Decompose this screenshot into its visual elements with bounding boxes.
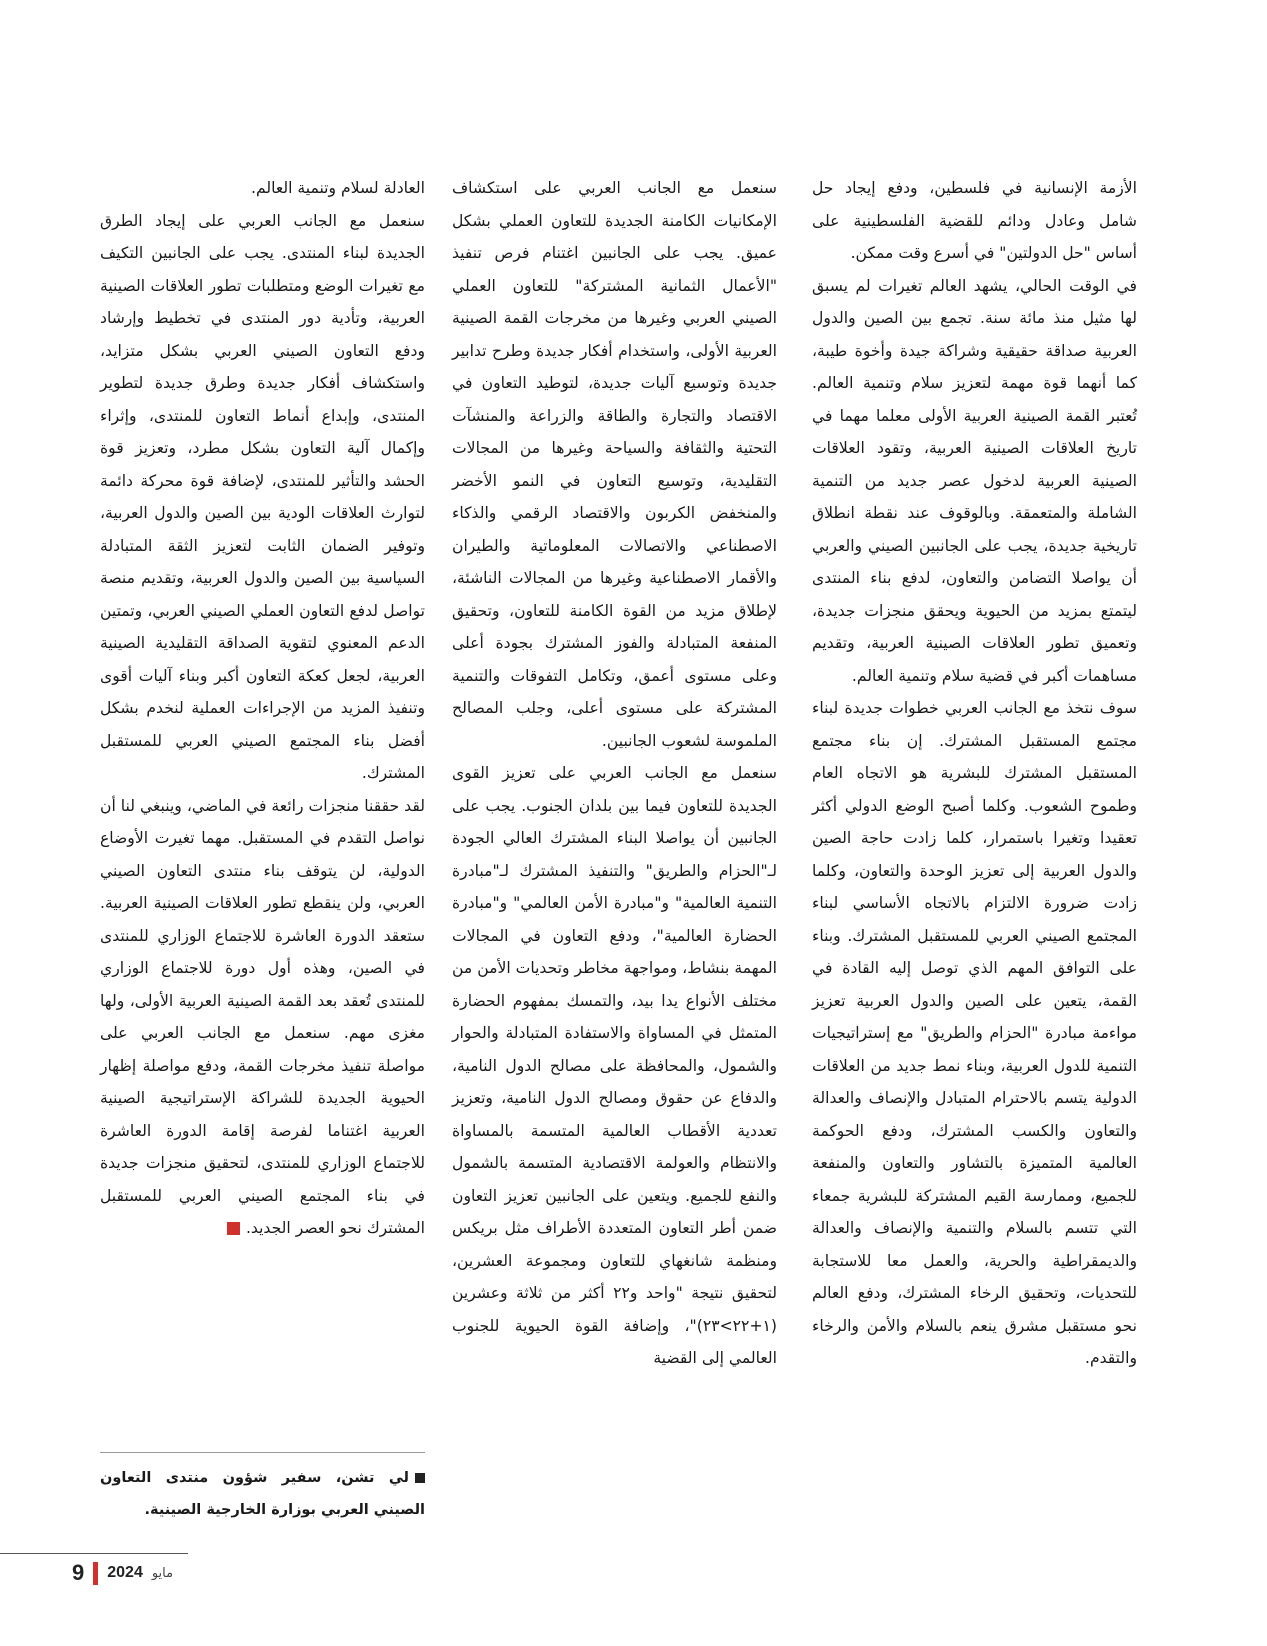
- article-column-middle: [452, 172, 777, 1375]
- bullet-square-icon: [415, 1473, 425, 1483]
- paragraph: الأزمة الإنسانية في فلسطين، ودفع إيجاد حل شامل وعادل ودائم للقضية الفلسطينية على أساس "حل الدولتين" في أسرع وقت ممكن.: [812, 179, 1137, 262]
- paragraph: في الوقت الحالي، يشهد العالم تغيرات لم يسبق لها مثيل منذ مائة سنة. تجمع بين الصين والدول العربية صداقة حقيقية وشراكة جيدة وأخوة طيبة، كما أنهما قوة مهمة لتعزيز سلام وتنمية العالم. تُعتبر القمة الصينية العربية الأولى معلما مهما في تاريخ العلاقات الصينية العربية، وتقود العلاقات الصينية العربية لدخول عصر جديد من التنمية الشاملة والمتعمقة. وبالوقوف عند نقطة انطلاق تاريخية جديدة، يجب على الجانبين الصيني والعربي أن يواصلا التضامن والتعاون، لدفع بناء المنتدى ليتمتع بمزيد من الحيوية ويحقق منجزات جديدة، وتعميق تطور العلاقات الصينية العربية، وتقديم مساهمات أكبر في قضية سلام وتنمية العالم.: [812, 276, 1137, 685]
- paragraph: سنعمل مع الجانب العربي على إيجاد الطرق الجديدة لبناء المنتدى. يجب على الجانبين التكيف مع تغيرات الوضع ومتطلبات تطور العلاقات الصينية العربية، وتأدية دور المنتدى في تخطيط وإرشاد ودفع التعاون الصيني العربي بشكل متزايد، واستكشاف أفكار جديدة وطرق جديدة لتطوير المنتدى، وإبداع أنماط التعاون للمنتدى، وإثراء وإكمال آلية التعاون بشكل مطرد، وتعزيز قوة الحشد والتأثير للمنتدى، لإضافة قوة محركة دائمة لتوارث العلاقات الودية بين الصين والدول العربية، وتوفير الضمان الثابت لتعزيز الثقة المتبادلة السياسية بين الصين والدول العربية، وتقديم منصة تواصل لدفع التعاون العملي الصيني العربي، وتمتين الدعم المعنوي لتقوية الصداقة التقليدية الصينية العربية، لجعل كعكة التعاون أكبر وبناء آليات أقوى وتنفيذ المزيد من الإجراءات العملية لنخدم بشكل أفضل بناء المجتمع الصيني العربي للمستقبل المشترك.: [100, 211, 425, 782]
- author-note-text: لي تشن، سفير شؤون منتدى التعاون الصيني العربي بوزارة الخارجية الصينية.: [100, 1470, 425, 1518]
- paragraph: سوف نتخذ مع الجانب العربي خطوات جديدة لبناء مجتمع المستقبل المشترك. إن بناء مجتمع المستقبل المشترك للبشرية هو الاتجاه العام وطموح الشعوب. وكلما أصبح الوضع الدولي أكثر تعقيدا وتغيرا باستمرار، كلما زادت حاجة الصين والدول العربية إلى تعزيز الوحدة والتعاون، وكلما زادت ضرورة الالتزام بالاتجاه الأساسي لبناء المجتمع الصيني العربي للمستقبل المشترك. وبناء على التوافق المهم الذي توصل إليه القادة في القمة، يتعين على الصين والدول العربية تعزيز مواءمة مبادرة "الحزام والطريق" مع إستراتيجيات التنمية للدول العربية، وبناء نمط جديد من العلاقات الدولية يتسم بالاحترام المتبادل والإنصاف والعدالة والتعاون والكسب المشترك، ودفع الحوكمة العالمية المتميزة بالتشاور والتعاون والمنفعة للجميع، وممارسة القيم المشتركة للبشرية جمعاء التي تتسم بالسلام والتنمية والإنصاف والعدالة والديمقراطية والحرية، والعمل معا للاستجابة للتحديات، وتحقيق الرخاء المشترك، ودفع العالم نحو مستقبل مشرق ينعم بالسلام والأمن والرخاء والتقدم.: [812, 699, 1137, 1367]
- issue-month: مايو: [151, 1565, 174, 1581]
- author-note: [100, 1462, 425, 1526]
- accent-bar: [93, 1562, 98, 1585]
- end-of-article-square-icon: [227, 1222, 240, 1235]
- paragraph: سنعمل مع الجانب العربي على استكشاف الإمكانيات الكامنة الجديدة للتعاون العملي بشكل عميق. يجب على الجانبين اغتنام فرص تنفيذ "الأعمال الثمانية المشتركة" للتعاون العملي الصيني العربي وغيرها من مخرجات القمة الصينية العربية الأولى، واستخدام أفكار جديدة وطرح تدابير جديدة وتوسيع آليات جديدة، لتوطيد التعاون في الاقتصاد والتجارة والطاقة والزراعة والمنشآت التحتية والثقافة والسياحة وغيرها من المجالات التقليدية، وتوسيع التعاون في النمو الأخضر والمنخفض الكربون والاقتصاد الرقمي والذكاء الاصطناعي والاتصالات المعلوماتية والطيران والأقمار الاصطناعية وغيرها من المجالات الناشئة، لإطلاق مزيد من القوة الكامنة للتعاون، وتحقيق المنفعة المتبادلة والفوز المشترك بجودة أعلى وعلى مستوى أعمق، وتكامل التفوقات والتنمية المشتركة على مستوى أعلى، وجلب المصالح الملموسة لشعوب الجانبين.: [452, 179, 777, 750]
- author-divider: [100, 1452, 425, 1453]
- page-footer: [72, 1560, 173, 1586]
- paragraph-final: [100, 790, 425, 1245]
- paragraph: سنعمل مع الجانب العربي على تعزيز القوى الجديدة للتعاون فيما بين بلدان الجنوب. يجب على الجانبين أن يواصلا البناء المشترك العالي الجودة لـ"الحزام والطريق" والتنفيذ المشترك لـ"مبادرة التنمية العالمية" و"مبادرة الأمن العالمي" و"مبادرة الحضارة العالمية"، ودفع التعاون في المجالات المهمة بنشاط، ومواجهة مخاطر وتحديات الأمن من مختلف الأنواع يدا بيد، والتمسك بمفهوم الحضارة المتمثل في المساواة والاستفادة المتبادلة والحوار والشمول، والمحافظة على مصالح الدول النامية، والدفاع عن حقوق ومصالح الدول النامية، وتعزيز تعددية الأقطاب العالمية المتسمة بالمساواة والانتظام والعولمة الاقتصادية المتسمة بالشمول والنفع للجميع. ويتعين على الجانبين تعزيز التعاون ضمن أطر التعاون المتعددة الأطراف مثل بريكس ومنظمة شانغهاي للتعاون ومجموعة العشرين، لتحقيق نتيجة "واحد و٢٢ أكثر من ثلاثة وعشرين (١+٢٢>٢٣)"، وإضافة القوة الحيوية للجنوب العالمي إلى القضية: [452, 764, 777, 1367]
- paragraph-text: لقد حققنا منجزات رائعة في الماضي، وينبغي لنا أن نواصل التقدم في المستقبل. مهما تغيرت الأوضاع الدولية، لن يتوقف بناء منتدى التعاون الصيني العربي، ولن ينقطع تطور العلاقات الصينية العربية. ستعقد الدورة العاشرة للاجتماع الوزاري للمنتدى في الصين، وهذه أول دورة للاجتماع الوزاري للمنتدى تُعقد بعد القمة الصينية العربية الأولى، ولها مغزى مهم. سنعمل مع الجانب العربي على مواصلة تنفيذ مخرجات القمة، ودفع مواصلة إظهار الحيوية الجديدة للشراكة الإستراتيجية الصينية العربية اغتناما لفرصة إقامة الدورة العاشرة للاجتماع الوزاري للمنتدى، لتحقيق منجزات جديدة في بناء المجتمع الصيني العربي للمستقبل المشترك نحو العصر الجديد.: [100, 796, 425, 1237]
- paragraph: العادلة لسلام وتنمية العالم.: [250, 179, 425, 197]
- footer-divider: [0, 1553, 188, 1554]
- article-column-right: [812, 172, 1137, 1375]
- page-number: 9: [72, 1560, 85, 1585]
- issue-year: 2024: [107, 1564, 143, 1581]
- article-column-left: [100, 172, 425, 1245]
